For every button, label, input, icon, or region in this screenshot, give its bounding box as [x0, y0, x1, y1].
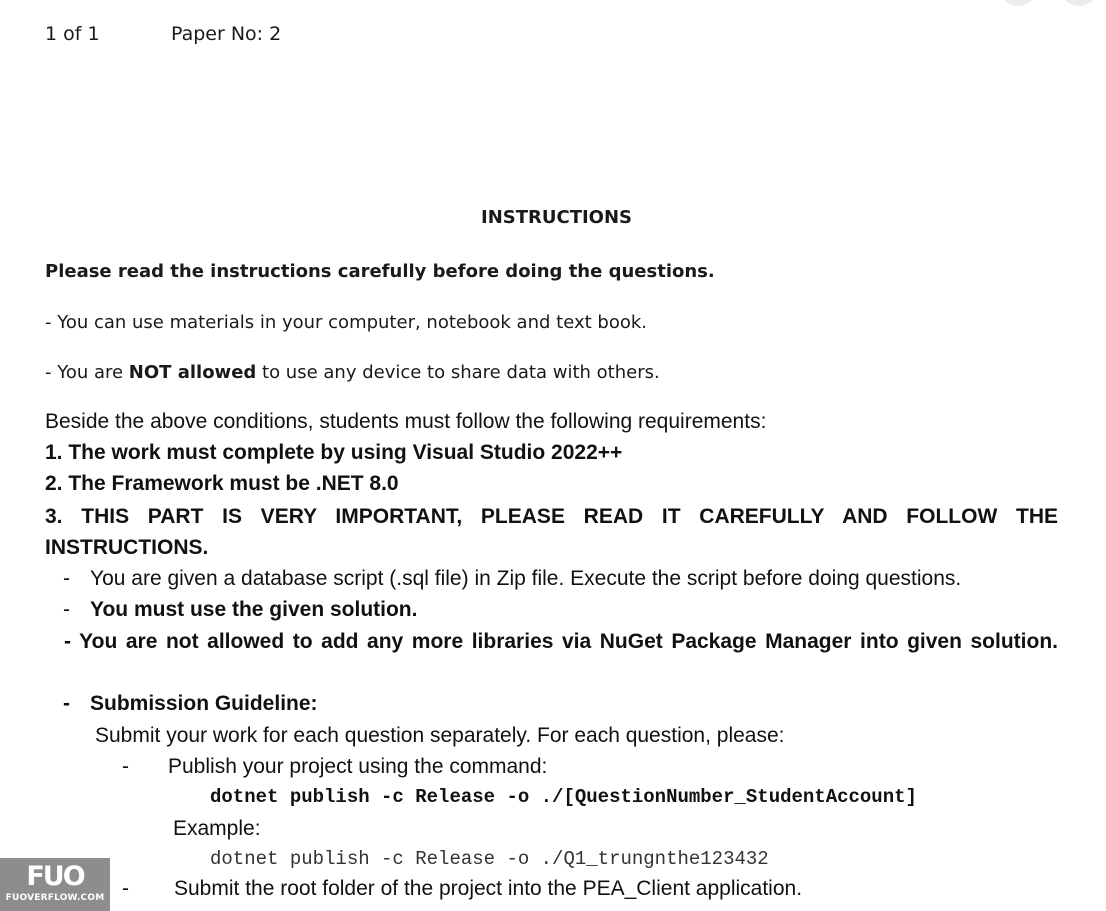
bullet-dash-2: -	[63, 598, 70, 621]
corner-shape-right	[1062, 0, 1096, 6]
example-command: dotnet publish -c Release -o ./Q1_trungnthe123432	[210, 848, 769, 870]
requirement-important: 3. THIS PART IS VERY IMPORTANT, PLEASE READ IT CAREFULLY AND FOLLOW THE INSTRUCTIONS.	[45, 505, 1058, 559]
rule-materials: - You can use materials in your computer, notebook and text book.	[45, 312, 647, 333]
submission-intro: Submit your work for each question separately. For each question, please:	[95, 724, 785, 747]
rule-devices-suffix: to use any device to share data with others.	[256, 362, 660, 383]
bullet-dash-1: -	[63, 567, 70, 590]
watermark-site: FUOVERFLOW.COM	[5, 893, 105, 903]
paper-number: Paper No: 2	[171, 23, 282, 45]
bullet-given-solution: You must use the given solution.	[90, 598, 418, 621]
requirement-visual-studio: 1. The work must complete by using Visual Studio 2022++	[45, 441, 623, 464]
bullet-submission-guideline: Submission Guideline:	[90, 692, 318, 715]
bullet-database-script: You are given a database script (.sql file) in Zip file. Execute the script before doing questions.	[90, 567, 962, 590]
corner-shape-left	[1001, 0, 1035, 6]
instructions-intro: Please read the instructions carefully before doing the questions.	[45, 261, 715, 282]
watermark-badge	[0, 858, 110, 911]
step-publish: Publish your project using the command:	[168, 755, 548, 778]
requirements-lead: Beside the above conditions, students must follow the following requirements:	[45, 410, 767, 433]
bullet-dash-4: -	[63, 692, 70, 715]
example-label: Example:	[173, 817, 261, 840]
step-dash-1: -	[122, 755, 129, 778]
rule-devices-prefix: - You are	[45, 362, 129, 383]
publish-command: dotnet publish -c Release -o ./[QuestionNumber_StudentAccount]	[210, 786, 917, 808]
bullet-no-libraries: - You are not allowed to add any more libraries via NuGet Package Manager into given solution.	[64, 630, 1058, 653]
page-count: 1 of 1	[45, 23, 100, 45]
instructions-title: INSTRUCTIONS	[481, 207, 632, 228]
watermark-logo: FUO	[26, 861, 84, 892]
step-submit-folder: Submit the root folder of the project into the PEA_Client application.	[174, 877, 803, 900]
requirement-framework: 2. The Framework must be .NET 8.0	[45, 472, 399, 495]
rule-devices	[45, 362, 660, 383]
step-dash-2: -	[122, 877, 129, 900]
rule-devices-emphasis: NOT allowed	[128, 362, 257, 383]
